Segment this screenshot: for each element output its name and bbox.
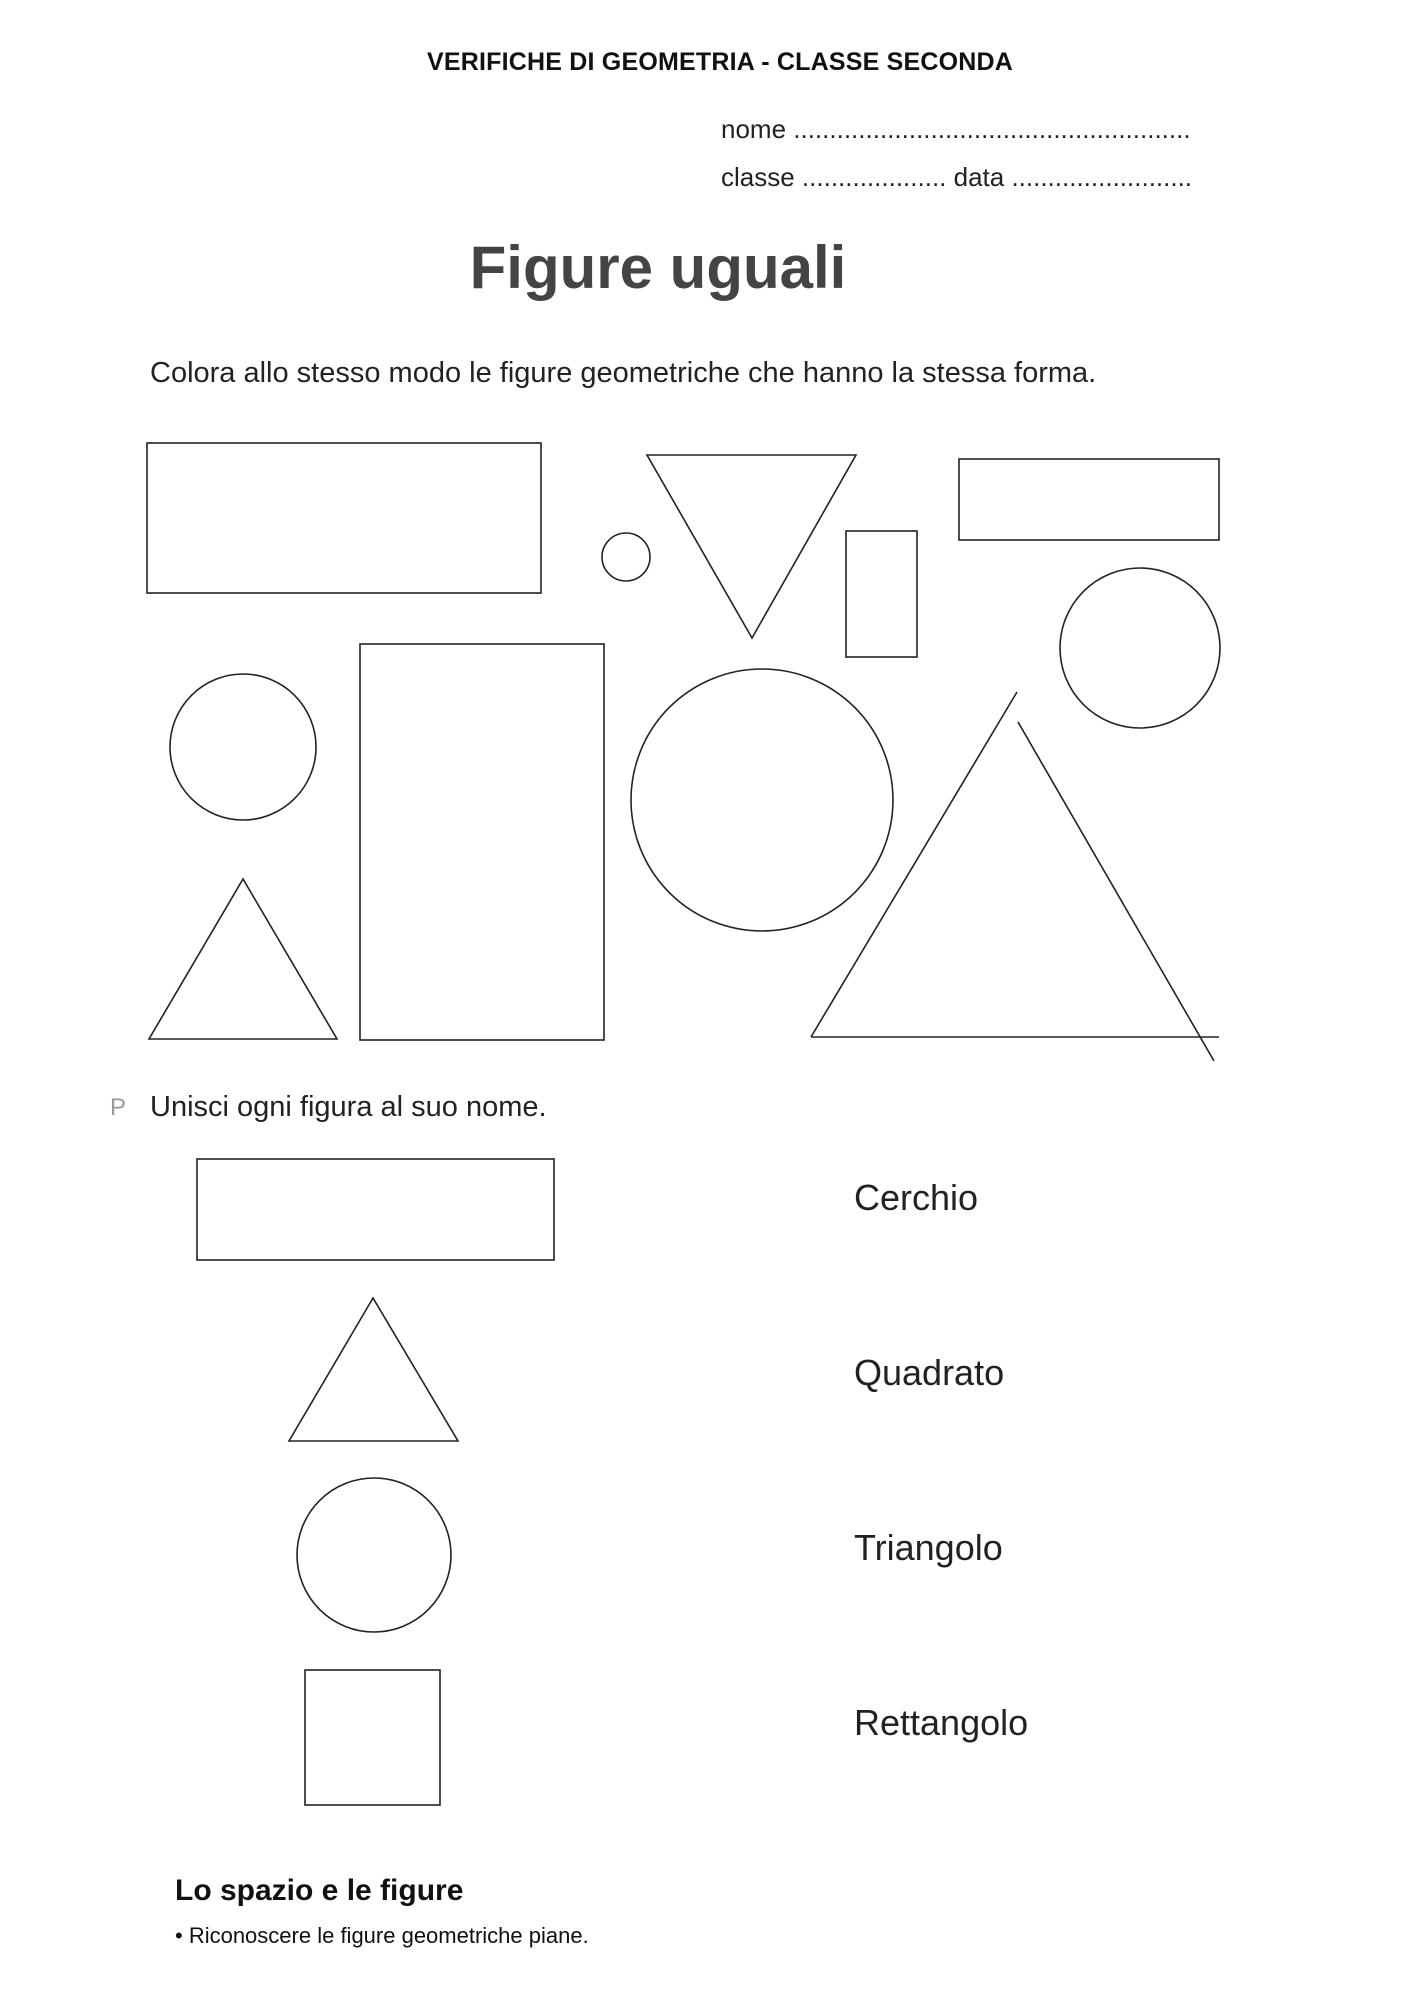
- worksheet-header: VERIFICHE DI GEOMETRIA - CLASSE SECONDA: [426, 48, 1014, 76]
- objective-bullet: • Riconoscere le figure geometriche piane.: [175, 1923, 589, 1948]
- rectangle-shape: [197, 1159, 554, 1260]
- exercise-marker: P: [110, 1094, 127, 1121]
- rectangle-shape: [147, 443, 541, 593]
- circle-shape: [602, 533, 650, 581]
- circle-shape: [170, 674, 316, 820]
- rectangle-shape: [959, 459, 1219, 540]
- page-title: Figure uguali: [469, 234, 847, 301]
- class-date-field: classe .................... data .........................: [721, 162, 1193, 192]
- name-label-cerchio: Cerchio: [854, 1177, 979, 1218]
- exercise2-shapes: [197, 1159, 554, 1805]
- exercise1-shapes: [147, 443, 1220, 1061]
- exercise1-instruction: Colora allo stesso modo le figure geometriche che hanno la stessa forma.: [150, 357, 1097, 389]
- name-label-triangolo: Triangolo: [854, 1527, 1003, 1568]
- circle-shape: [1060, 568, 1220, 728]
- exercise2-instruction: Unisci ogni figura al suo nome.: [150, 1091, 547, 1123]
- triangle-shape: [289, 1298, 458, 1441]
- name-label-rettangolo: Rettangolo: [854, 1702, 1029, 1743]
- triangle-shape: [811, 692, 1219, 1061]
- circle-shape: [631, 669, 893, 931]
- section-heading: Lo spazio e le figure: [175, 1874, 464, 1907]
- name-label-quadrato: Quadrato: [854, 1352, 1005, 1393]
- triangle-shape: [149, 879, 337, 1039]
- square-shape: [305, 1670, 440, 1805]
- rectangle-shape: [360, 644, 604, 1040]
- circle-shape: [297, 1478, 451, 1632]
- name-field: nome .......................................................: [721, 114, 1191, 144]
- triangle-shape: [647, 455, 856, 638]
- rectangle-shape: [846, 531, 917, 657]
